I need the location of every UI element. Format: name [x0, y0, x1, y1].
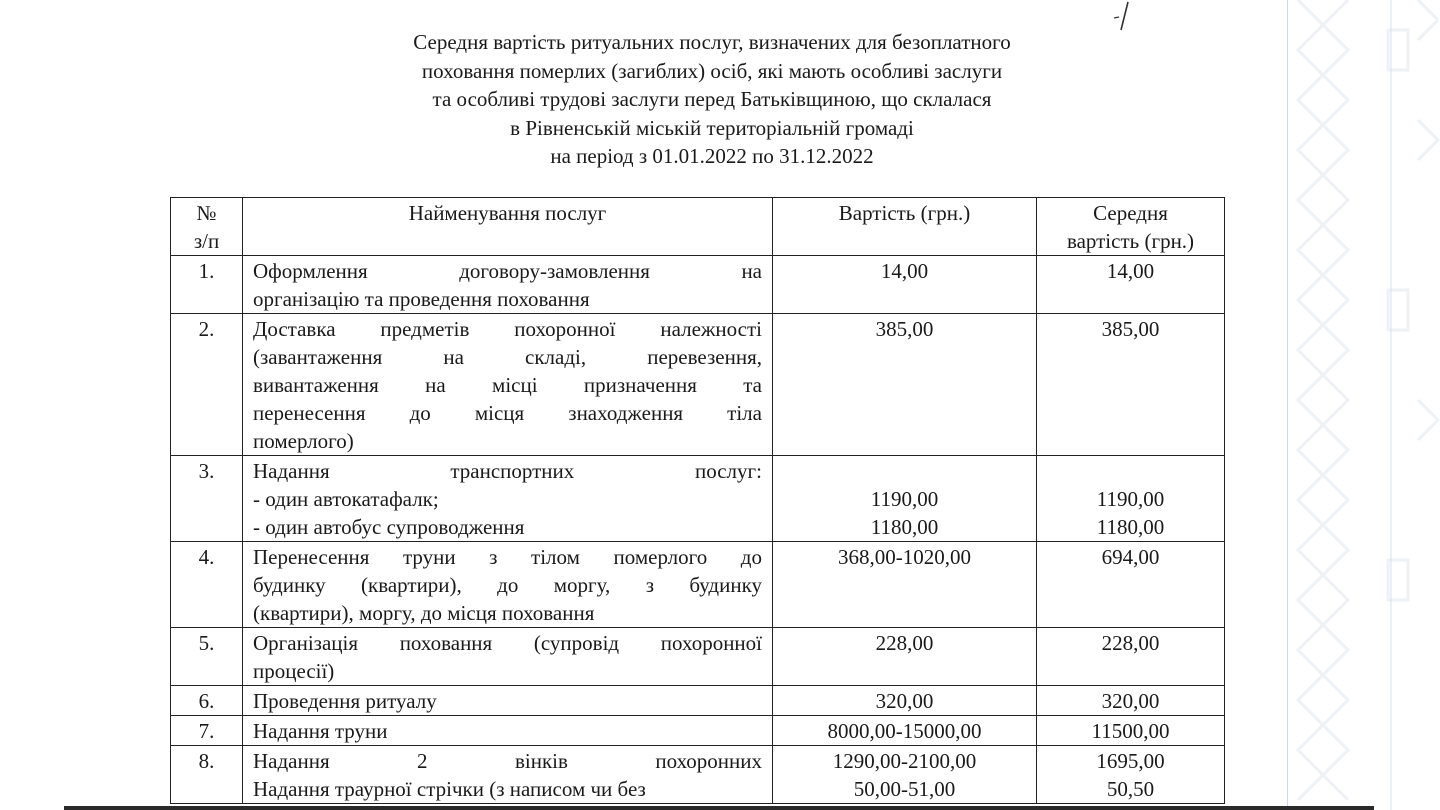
service-name-line: вивантаження на місці призначення та: [253, 373, 762, 397]
cost-value: 1190,00: [870, 487, 939, 511]
row-number: 5.: [171, 628, 243, 686]
table-header-row: [171, 198, 1225, 256]
service-average-cost: [1037, 716, 1225, 746]
service-cost: [773, 314, 1037, 456]
average-value: 228,00: [1101, 631, 1160, 655]
table-row: [171, 542, 1225, 628]
table-row: [171, 686, 1225, 716]
service-name-line: Надання 2 вінків похоронних: [253, 749, 762, 773]
cost-value: 385,00: [875, 317, 934, 341]
cost-value: 8000,00-15000,00: [827, 719, 982, 743]
average-value: 11500,00: [1091, 719, 1170, 743]
service-name-line: померлого): [253, 429, 354, 453]
service-name-line: Надання труни: [253, 719, 388, 743]
average-value: 14,00: [1106, 259, 1155, 283]
service-name: [243, 542, 773, 628]
average-value: 694,00: [1101, 545, 1160, 569]
table-row: [171, 716, 1225, 746]
document-title: [300, 28, 1124, 171]
average-value: 1180,00: [1096, 515, 1165, 539]
service-name: [243, 716, 773, 746]
cost-value: 1180,00: [870, 515, 939, 539]
row-number: 1.: [171, 256, 243, 314]
page-bottom-edge: [64, 806, 1374, 810]
average-value: 50,50: [1106, 777, 1155, 801]
table-row: [171, 314, 1225, 456]
header-number-line: №: [196, 201, 217, 225]
header-number: [171, 198, 243, 256]
title-line: поховання померлих (загиблих) осіб, які мають особливі заслуги: [421, 58, 1003, 83]
title-line: та особливі трудові заслуги перед Батьківщиною, що склалася: [432, 87, 992, 111]
row-number: 2.: [171, 314, 243, 456]
cost-value: [783, 457, 1026, 485]
average-value: 1190,00: [1096, 487, 1165, 511]
service-name-line: - один автокатафалк;: [253, 487, 439, 511]
service-average-cost: [1037, 456, 1225, 542]
service-name-line: - один автобус супроводження: [253, 515, 525, 539]
header-number-line: з/п: [193, 229, 220, 253]
service-cost: [773, 542, 1037, 628]
cost-value: 1290,00-2100,00: [832, 749, 977, 773]
service-name: [243, 628, 773, 686]
service-name-line: Надання траурної стрічки (з написом чи без: [253, 777, 646, 801]
service-average-cost: [1037, 542, 1225, 628]
service-name-line: перенесення до місця знаходження тіла: [253, 401, 762, 425]
service-name-line: Доставка предметів похоронної належності: [253, 317, 762, 341]
service-name: [243, 456, 773, 542]
header-cost: Вартість (грн.): [773, 198, 1037, 256]
service-name: [243, 746, 773, 804]
service-cost: [773, 628, 1037, 686]
ornament-pattern: [1288, 0, 1440, 810]
cost-value: 50,00-51,00: [853, 777, 956, 801]
service-name-line: Надання транспортних послуг:: [253, 459, 762, 483]
row-number: 4.: [171, 542, 243, 628]
average-value: [1047, 457, 1214, 485]
table-row: [171, 256, 1225, 314]
title-line: Середня вартість ритуальних послуг, визначених для безоплатного: [413, 30, 1011, 54]
service-name-line: Перенесення труни з тілом померлого до: [253, 545, 762, 569]
service-name-line: процесії): [253, 659, 335, 683]
service-average-cost: [1037, 314, 1225, 456]
service-cost: [773, 456, 1037, 542]
table-row: [171, 628, 1225, 686]
service-name-line: організацію та проведення поховання: [253, 287, 590, 311]
service-name-line: (завантаження на складі, перевезення,: [253, 345, 762, 369]
title-line: на період з 01.01.2022 по 31.12.2022: [550, 144, 874, 168]
average-value: 320,00: [1101, 689, 1160, 713]
cost-value: 14,00: [880, 259, 929, 283]
service-cost: [773, 716, 1037, 746]
services-table: [170, 197, 1225, 804]
header-average-line: Середня: [1093, 201, 1168, 225]
table-row: [171, 746, 1225, 804]
average-value: 385,00: [1101, 317, 1160, 341]
service-name: [243, 314, 773, 456]
average-value: 1695,00: [1096, 749, 1165, 773]
header-name: Найменування послуг: [243, 198, 773, 256]
service-average-cost: [1037, 686, 1225, 716]
service-name: [243, 686, 773, 716]
header-average: [1037, 198, 1225, 256]
service-name-line: будинку (квартири), до моргу, з будинку: [253, 573, 762, 597]
service-name-line: (квартири), моргу, до місця поховання: [253, 601, 595, 625]
service-name-line: Оформлення договору-замовлення на: [253, 259, 762, 283]
service-cost: [773, 746, 1037, 804]
service-average-cost: [1037, 628, 1225, 686]
service-average-cost: [1037, 256, 1225, 314]
service-name-line: Проведення ритуалу: [253, 689, 437, 713]
table-row: [171, 456, 1225, 542]
cost-value: 228,00: [875, 631, 934, 655]
header-average-line: вартість (грн.): [1066, 229, 1195, 253]
row-number: 7.: [171, 716, 243, 746]
row-number: 8.: [171, 746, 243, 804]
cost-value: 368,00-1020,00: [838, 545, 971, 569]
row-number: 3.: [171, 456, 243, 542]
title-line: в Рівненській міській територіальній громаді: [510, 115, 914, 140]
service-cost: [773, 256, 1037, 314]
service-name: [243, 256, 773, 314]
service-name-line: Організація поховання (супровід похоронної: [253, 631, 762, 655]
service-cost: [773, 686, 1037, 716]
service-average-cost: [1037, 746, 1225, 804]
cost-value: 320,00: [875, 689, 934, 713]
side-panel: [1287, 0, 1440, 810]
row-number: 6.: [171, 686, 243, 716]
